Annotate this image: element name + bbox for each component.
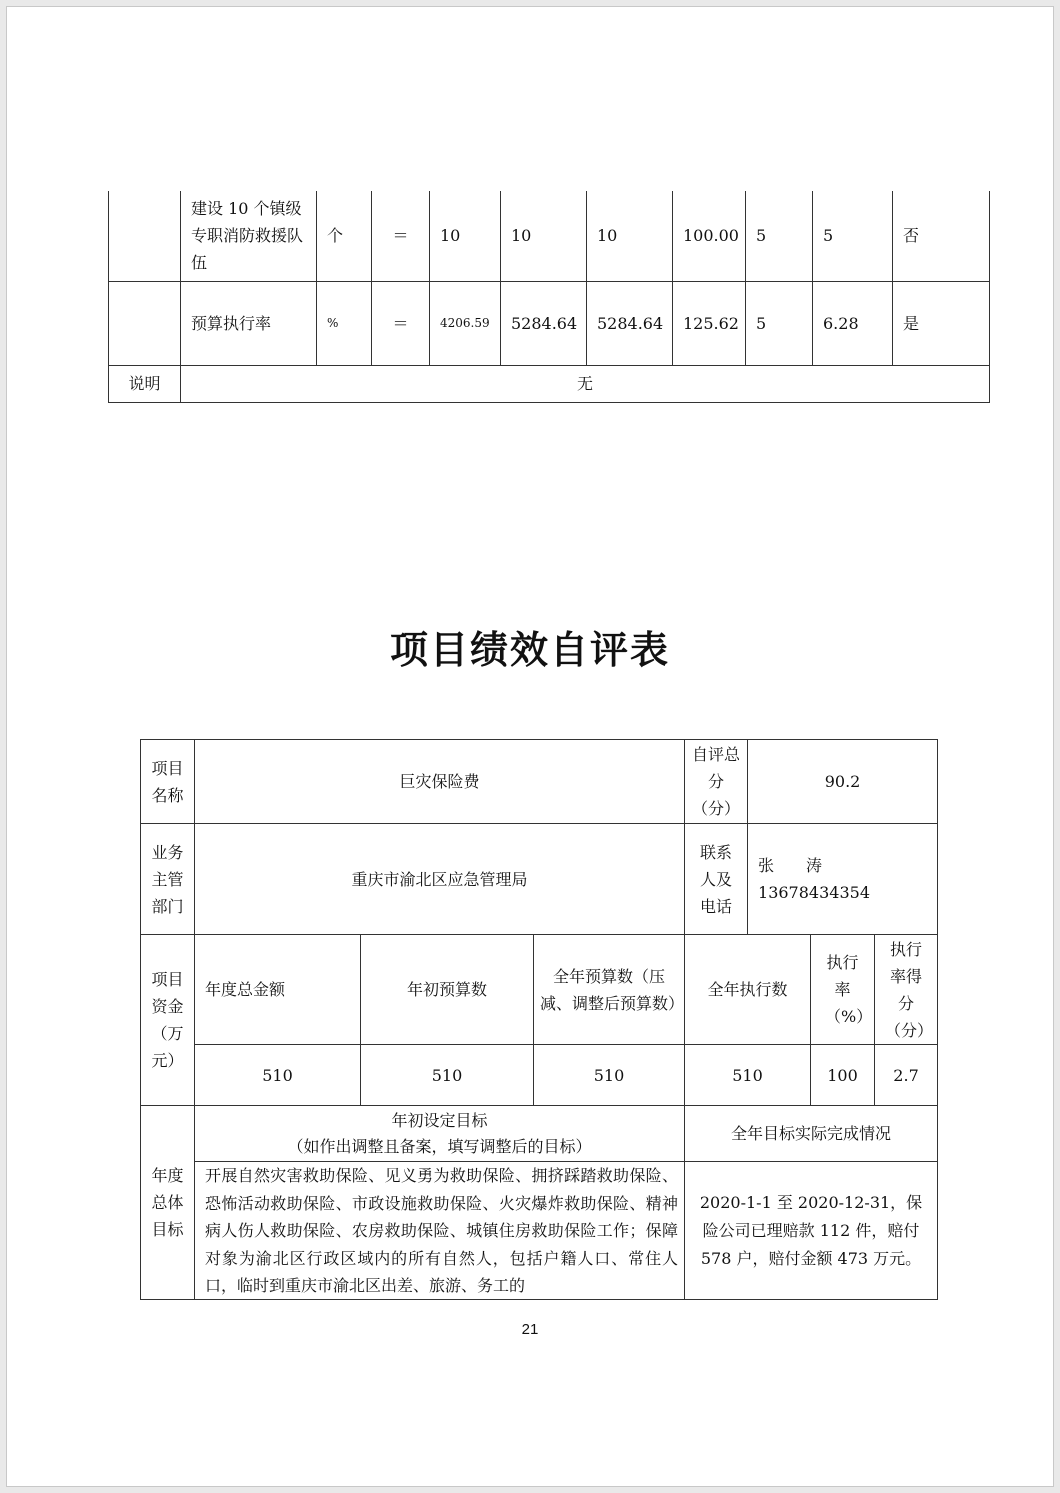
dept-row (141, 824, 938, 935)
indicator-table (108, 191, 990, 403)
dept-value: 重庆市渝北区应急管理局 (195, 824, 685, 935)
project-name-value: 巨灾保险费 (195, 740, 685, 824)
unit-cell: % (317, 281, 372, 365)
actual-text: 2020-1-1 至 2020-12-31，保险公司已理赔款 112 件，赔付 578 户，赔付金额 473 万元。 (699, 1192, 923, 1268)
goal-header-row (141, 1106, 938, 1162)
note-value: 无 (181, 365, 990, 402)
note-label: 说明 (109, 365, 181, 402)
funds-header-row (141, 935, 938, 1045)
contact-label: 联系人及电话 (685, 824, 748, 935)
self-score-value: 90.2 (748, 740, 938, 824)
weight-cell: 5 (746, 191, 813, 281)
operator-cell: ＝ (372, 191, 430, 281)
actual-cell: 10 (587, 191, 673, 281)
page-number: 21 (521, 1321, 539, 1338)
label-text: 项目名称 (151, 758, 184, 805)
score-cell: 6.28 (813, 281, 893, 365)
actual-text-cell (685, 1162, 938, 1300)
adjusted-cell: 否 (893, 191, 990, 281)
page-title: 项目绩效自评表 (389, 627, 670, 672)
empty-cell (109, 191, 181, 281)
goal-header-line1: 年初设定目标 (391, 1110, 488, 1130)
funds-executed: 510 (685, 1045, 811, 1106)
goal-header (195, 1106, 685, 1162)
funds-initial: 510 (361, 1045, 534, 1106)
actual-header: 全年目标实际完成情况 (685, 1106, 938, 1162)
contact-phone: 13678434354 (758, 883, 870, 902)
operator-cell: ＝ (372, 281, 430, 365)
actual-cell: 5284.64 (587, 281, 673, 365)
funds-value-row (141, 1045, 938, 1106)
indicator-name: 建设 10 个镇级专职消防救援队伍 (181, 191, 317, 281)
funds-header-rate-score: 执行率得分（分） (875, 935, 938, 1045)
table-row (109, 281, 990, 365)
contact-name: 张 涛 (758, 856, 823, 875)
goal-text: 开展自然灾害救助保险、见义勇为救助保险、拥挤踩踏救助保险、恐怖活动救助保险、市政设施救助保险、火灾爆炸救助保险、精神病人伤人救助保险、农房救助保险、城镇住房救助保险工作；保障对象为渝北区行政区域内的所有自然人，包括户籍人口、常住人口，临时到重庆市渝北区出差、旅游、务工的 (205, 1166, 679, 1295)
evaluation-form (140, 739, 938, 1300)
unit-cell: 个 (317, 191, 372, 281)
funds-full-year: 510 (534, 1045, 685, 1106)
table-row (109, 191, 990, 281)
contact-cell (748, 824, 938, 935)
funds-header-initial: 年初预算数 (361, 935, 534, 1045)
goal-text-cell (195, 1162, 685, 1300)
note-row (109, 365, 990, 402)
budget-cell: 5284.64 (501, 281, 587, 365)
funds-label: 项目资金（万元） (141, 935, 195, 1106)
document-page (6, 6, 1054, 1487)
funds-header-total: 年度总金额 (195, 935, 361, 1045)
self-score-label: 自评总分（分） (685, 740, 748, 824)
budget-cell: 10 (501, 191, 587, 281)
project-name-label (141, 740, 195, 824)
dept-label: 业务主管部门 (141, 824, 195, 935)
adjusted-cell: 是 (893, 281, 990, 365)
indicator-name: 预算执行率 (181, 281, 317, 365)
funds-rate-score: 2.7 (875, 1045, 938, 1106)
target-cell: 10 (430, 191, 501, 281)
rate-cell: 100.00 (673, 191, 746, 281)
funds-header-executed: 全年执行数 (685, 935, 811, 1045)
funds-total: 510 (195, 1045, 361, 1106)
score-cell: 5 (813, 191, 893, 281)
rate-cell: 125.62 (673, 281, 746, 365)
empty-cell (109, 281, 181, 365)
goal-header-line2: （如作出调整且备案，填写调整后的目标） (287, 1136, 592, 1156)
target-cell: 4206.59 (430, 281, 501, 365)
project-name-row (141, 740, 938, 824)
goal-content-row (141, 1162, 938, 1300)
weight-cell: 5 (746, 281, 813, 365)
funds-header-exec-rate: 执行率（%） (811, 935, 875, 1045)
funds-exec-rate: 100 (811, 1045, 875, 1106)
goal-label: 年度总体目标 (141, 1106, 195, 1300)
funds-header-full-year: 全年预算数（压减、调整后预算数） (534, 935, 685, 1045)
